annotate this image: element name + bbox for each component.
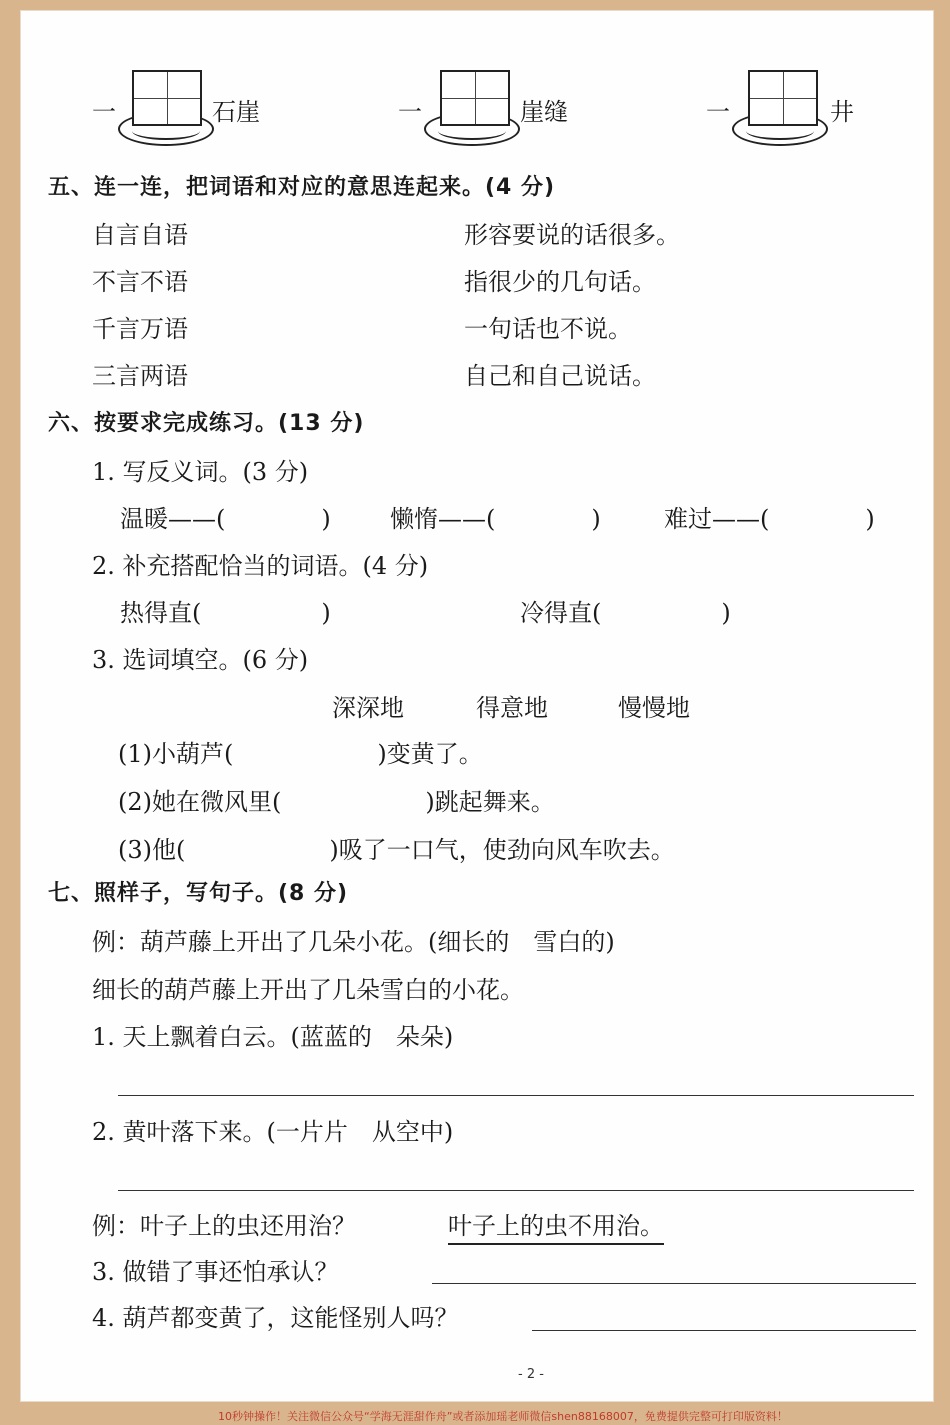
section-6-title: 六、按要求完成练习。(13 分) [48, 411, 365, 436]
section-7-title: 七、照样子，写句子。(8 分) [48, 881, 349, 906]
writing-grid-2[interactable] [440, 70, 510, 126]
answer-line-1[interactable] [118, 1095, 914, 1096]
word-choice-2: 得意地 [476, 694, 548, 722]
answer-line-3[interactable] [432, 1283, 916, 1284]
dash-2: 一 [398, 98, 422, 126]
example-2: 例：叶子上的虫还用治？ [92, 1212, 356, 1240]
grid-suffix-1: 石崖 [212, 98, 260, 126]
match-right-3[interactable]: 一句话也不说。 [464, 315, 632, 343]
match-left-1[interactable]: 自言自语 [92, 221, 188, 249]
match-left-2[interactable]: 不言不语 [92, 268, 188, 296]
writing-grid-1[interactable] [132, 70, 202, 126]
word-choice-1: 深深地 [332, 694, 404, 722]
page-number: - 2 - [518, 1367, 544, 1382]
sentence-question-3: 3. 做错了事还怕承认？ [92, 1258, 339, 1286]
word-choice-3: 慢慢地 [618, 694, 690, 722]
example-2-answer: 叶子上的虫不用治。 [448, 1206, 664, 1245]
match-right-1[interactable]: 形容要说的话很多。 [464, 221, 680, 249]
fill-blank-1[interactable]: (1)小葫芦( )变黄了。 [118, 740, 483, 768]
fill-blank-2[interactable]: (2)她在微风里( )跳起舞来。 [118, 788, 555, 816]
example-1: 例：葫芦藤上开出了几朵小花。(细长的 雪白的) [92, 928, 615, 956]
match-left-4[interactable]: 三言两语 [92, 362, 188, 390]
antonym-blank-1[interactable]: 温暖——( ) [120, 505, 331, 533]
sentence-question-2: 2. 黄叶落下来。(一片片 从空中) [92, 1118, 454, 1146]
collocation-blank-1[interactable]: 热得直( ) [120, 599, 331, 627]
collocation-blank-2[interactable]: 冷得直( ) [520, 599, 731, 627]
section-5-title: 五、连一连，把词语和对应的意思连起来。(4 分) [48, 175, 556, 200]
match-left-3[interactable]: 千言万语 [92, 315, 188, 343]
q6-2-label: 2. 补充搭配恰当的词语。(4 分) [92, 552, 429, 580]
writing-grid-3[interactable] [748, 70, 818, 126]
fill-blank-3[interactable]: (3)他( )吸了一口气，使劲向风车吹去。 [118, 836, 675, 864]
antonym-blank-3[interactable]: 难过——( ) [664, 505, 875, 533]
match-right-4[interactable]: 自己和自己说话。 [464, 362, 656, 390]
dash-3: 一 [706, 98, 730, 126]
antonym-blank-2[interactable]: 懒惰——( ) [390, 505, 601, 533]
dash-1: 一 [92, 98, 116, 126]
q6-1-label: 1. 写反义词。(3 分) [92, 458, 309, 486]
grid-suffix-3: 井 [830, 98, 854, 126]
grid-suffix-2: 崖缝 [520, 98, 568, 126]
sentence-question-1: 1. 天上飘着白云。(蓝蓝的 朵朵) [92, 1023, 454, 1051]
footer-note: 10秒钟操作！关注微信公众号“学海无涯甜作舟”或者添加瑶老师微信shen88168007，免费提供完整可打印版资料！ [218, 1410, 788, 1423]
example-1-answer: 细长的葫芦藤上开出了几朵雪白的小花。 [92, 976, 524, 1004]
match-right-2[interactable]: 指很少的几句话。 [464, 268, 656, 296]
answer-line-4[interactable] [532, 1330, 916, 1331]
sentence-question-4: 4. 葫芦都变黄了，这能怪别人吗？ [92, 1304, 459, 1332]
answer-line-2[interactable] [118, 1190, 914, 1191]
q6-3-label: 3. 选词填空。(6 分) [92, 646, 309, 674]
